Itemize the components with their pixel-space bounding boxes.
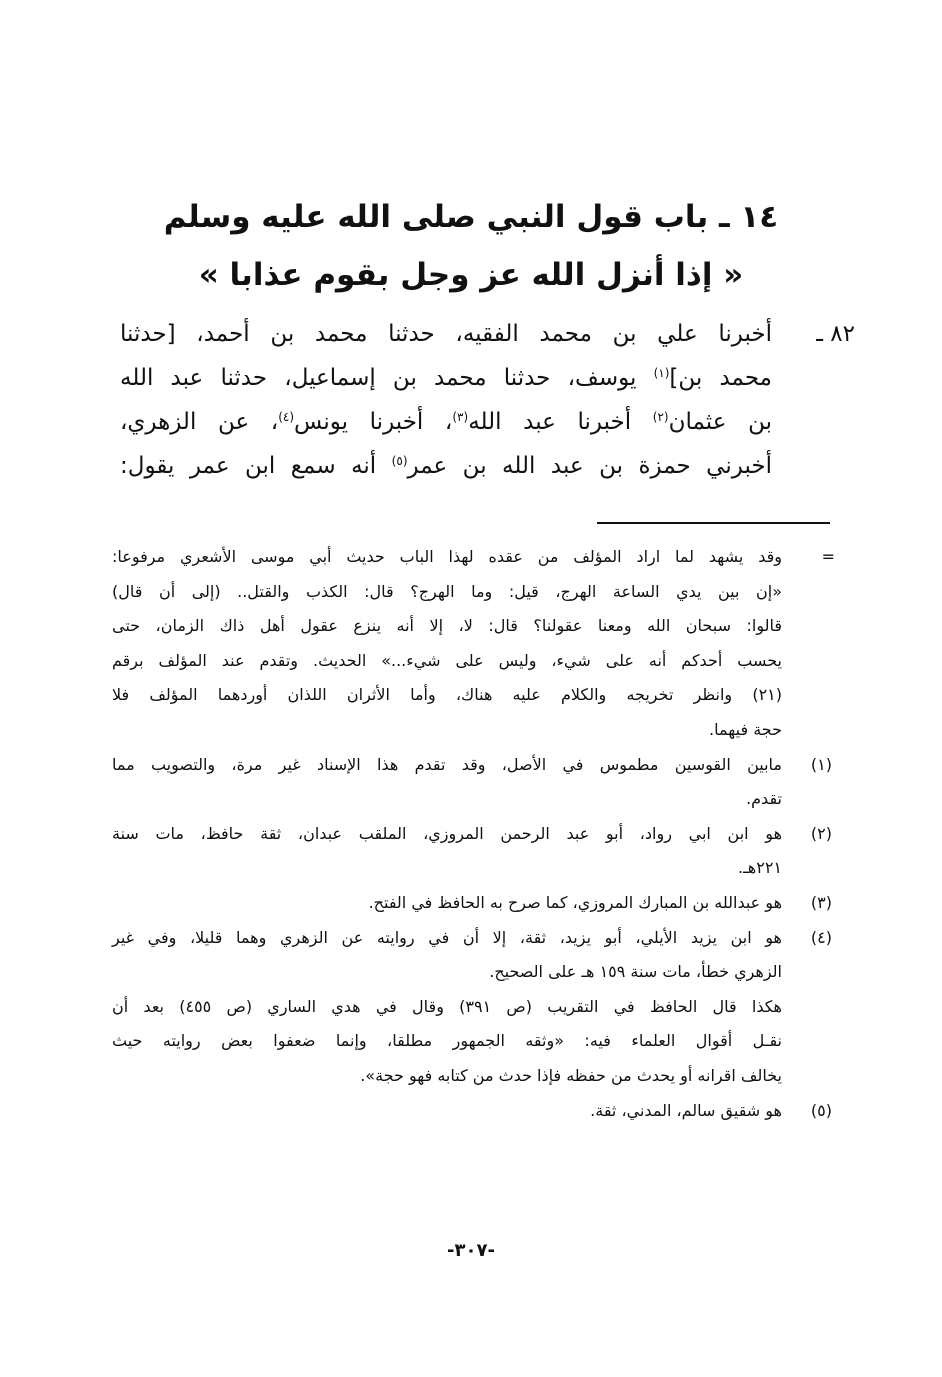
hadith-text-segment: يوسف، حدثنا محمد بن إسماعيل، حدثنا عبد الله xyxy=(120,365,654,391)
hadith-text-segment: أخبرنا علي بن محمد الفقيه، حدثنا محمد بن أحمد، [حدثنا xyxy=(120,321,772,347)
footnote-line: هكذا قال الحافظ في التقريب (ص ٣٩١) وقال في هدي الساري (ص ٤٥٥) بعد أن xyxy=(112,996,782,1016)
footnote-line: تقدم. xyxy=(746,789,782,809)
hadith-line xyxy=(120,312,772,356)
footnote-mark: (٢) xyxy=(810,823,832,843)
footnote-reference[interactable]: (٤) xyxy=(278,410,295,424)
hadith-text-segment: أخبرني حمزة بن عبد الله بن عمر xyxy=(407,453,772,479)
footnote-line: هو ابن ابي رواد، أبو عبد الرحمن المروزي، الملقب عبدان، ثقة حافظ، مات سنة xyxy=(112,823,782,843)
footnote-reference[interactable]: (٣) xyxy=(452,410,469,424)
footnote-line: مابين القوسين مطموس في الأصل، وقد تقدم هذا الإسناد غير مرة، والتصويب مما xyxy=(112,754,782,774)
continuation-mark: = xyxy=(821,547,835,566)
chapter-title-line-2: « إذا أنزل الله عز وجل بقوم عذابا » xyxy=(198,257,744,293)
footnote-line: قالوا: سبحان الله ومعنا عقولنا؟ قال: لا، إلا أنه ينزع عقول أهل ذاك الزمان، حتى xyxy=(112,616,782,636)
footnote-reference[interactable]: (٥) xyxy=(391,454,408,468)
footnote-mark: (١) xyxy=(810,754,832,774)
footnote-4 xyxy=(112,921,832,1094)
footnote-line: وقد يشهد لما اراد المؤلف من عقده لهذا الباب حديث أبي موسى الأشعري مرفوعا: xyxy=(112,547,782,566)
hadith-line xyxy=(120,356,772,400)
hadith-text-segment: ، أخبرنا يونس xyxy=(294,409,453,435)
footnote-line: نقـل أقوال العلماء فيه: «وثقه الجمهور مطلقا، وإنما ضعفوا بعض روايته حيث xyxy=(112,1031,782,1051)
hadith-number: ٨٢ ـ xyxy=(816,321,855,347)
footnote-reference[interactable]: (٢) xyxy=(652,410,669,424)
footnote-continuation xyxy=(112,540,835,748)
hadith-text-segment: محمد بن] xyxy=(669,365,772,391)
footnote-line: حجة فيهما. xyxy=(709,719,782,739)
footnote-line: «إن بين يدي الساعة الهرج، قيل: وما الهرج؟ قال: الكذب والقتل.. (إلى أن قال) xyxy=(112,581,782,601)
footnote-line: هو ابن يزيد الأيلي، أبو يزيد، ثقة، إلا أن في روايته عن الزهري وهما قليلا، وفي غير xyxy=(112,927,782,947)
footnote-line: هو عبدالله بن المبارك المروزي، كما صرح به الحافظ في الفتح. xyxy=(368,892,782,912)
chapter-title-line-1: ١٤ ـ باب قول النبي صلى الله عليه وسلم xyxy=(163,199,779,235)
footnote-mark: (٣) xyxy=(810,892,832,912)
hadith-text xyxy=(120,312,772,488)
footnote-line: الزهري خطأ، مات سنة ١٥٩ هـ على الصحيح. xyxy=(489,962,782,982)
hadith-82 xyxy=(120,312,855,488)
footnote-line: (٢١) وانظر تخريجه والكلام عليه هناك، وأما الأثران اللذان أوردهما المؤلف فلا xyxy=(112,685,782,705)
footnotes xyxy=(112,540,835,1128)
hadith-text-segment: ، عن الزهري، xyxy=(120,409,279,435)
footnote-line: يحسب أحدكم أنه على شيء، وليس على شيء...» الحديث. وتقدم عند المؤلف برقم xyxy=(112,650,782,670)
hadith-text-segment: أنه سمع ابن عمر يقول: xyxy=(120,453,392,479)
footnote-line: يخالف اقرانه أو يحدث من حفظه فإذا حدث من كتابه فهو حجة». xyxy=(360,1065,782,1085)
page-number: -٣٠٧- xyxy=(447,1240,495,1261)
footnote-line: هو شقيق سالم، المدني، ثقة. xyxy=(590,1100,782,1120)
hadith-text-segment: أخبرنا عبد الله xyxy=(468,409,653,435)
footnote-mark: (٥) xyxy=(810,1100,832,1120)
footnote-1 xyxy=(112,748,832,817)
hadith-line xyxy=(120,444,772,488)
footnote-separator xyxy=(597,522,830,524)
hadith-line xyxy=(120,400,772,444)
footnote-2 xyxy=(112,817,832,886)
footnote-mark: (٤) xyxy=(810,927,832,947)
footnote-line: ٢٢١هـ. xyxy=(738,858,782,878)
hadith-text-segment: بن عثمان xyxy=(668,409,772,435)
footnote-reference[interactable]: (١) xyxy=(653,366,670,380)
footnote-3 xyxy=(112,886,832,921)
footnote-5 xyxy=(112,1094,832,1129)
chapter-title xyxy=(130,188,812,304)
